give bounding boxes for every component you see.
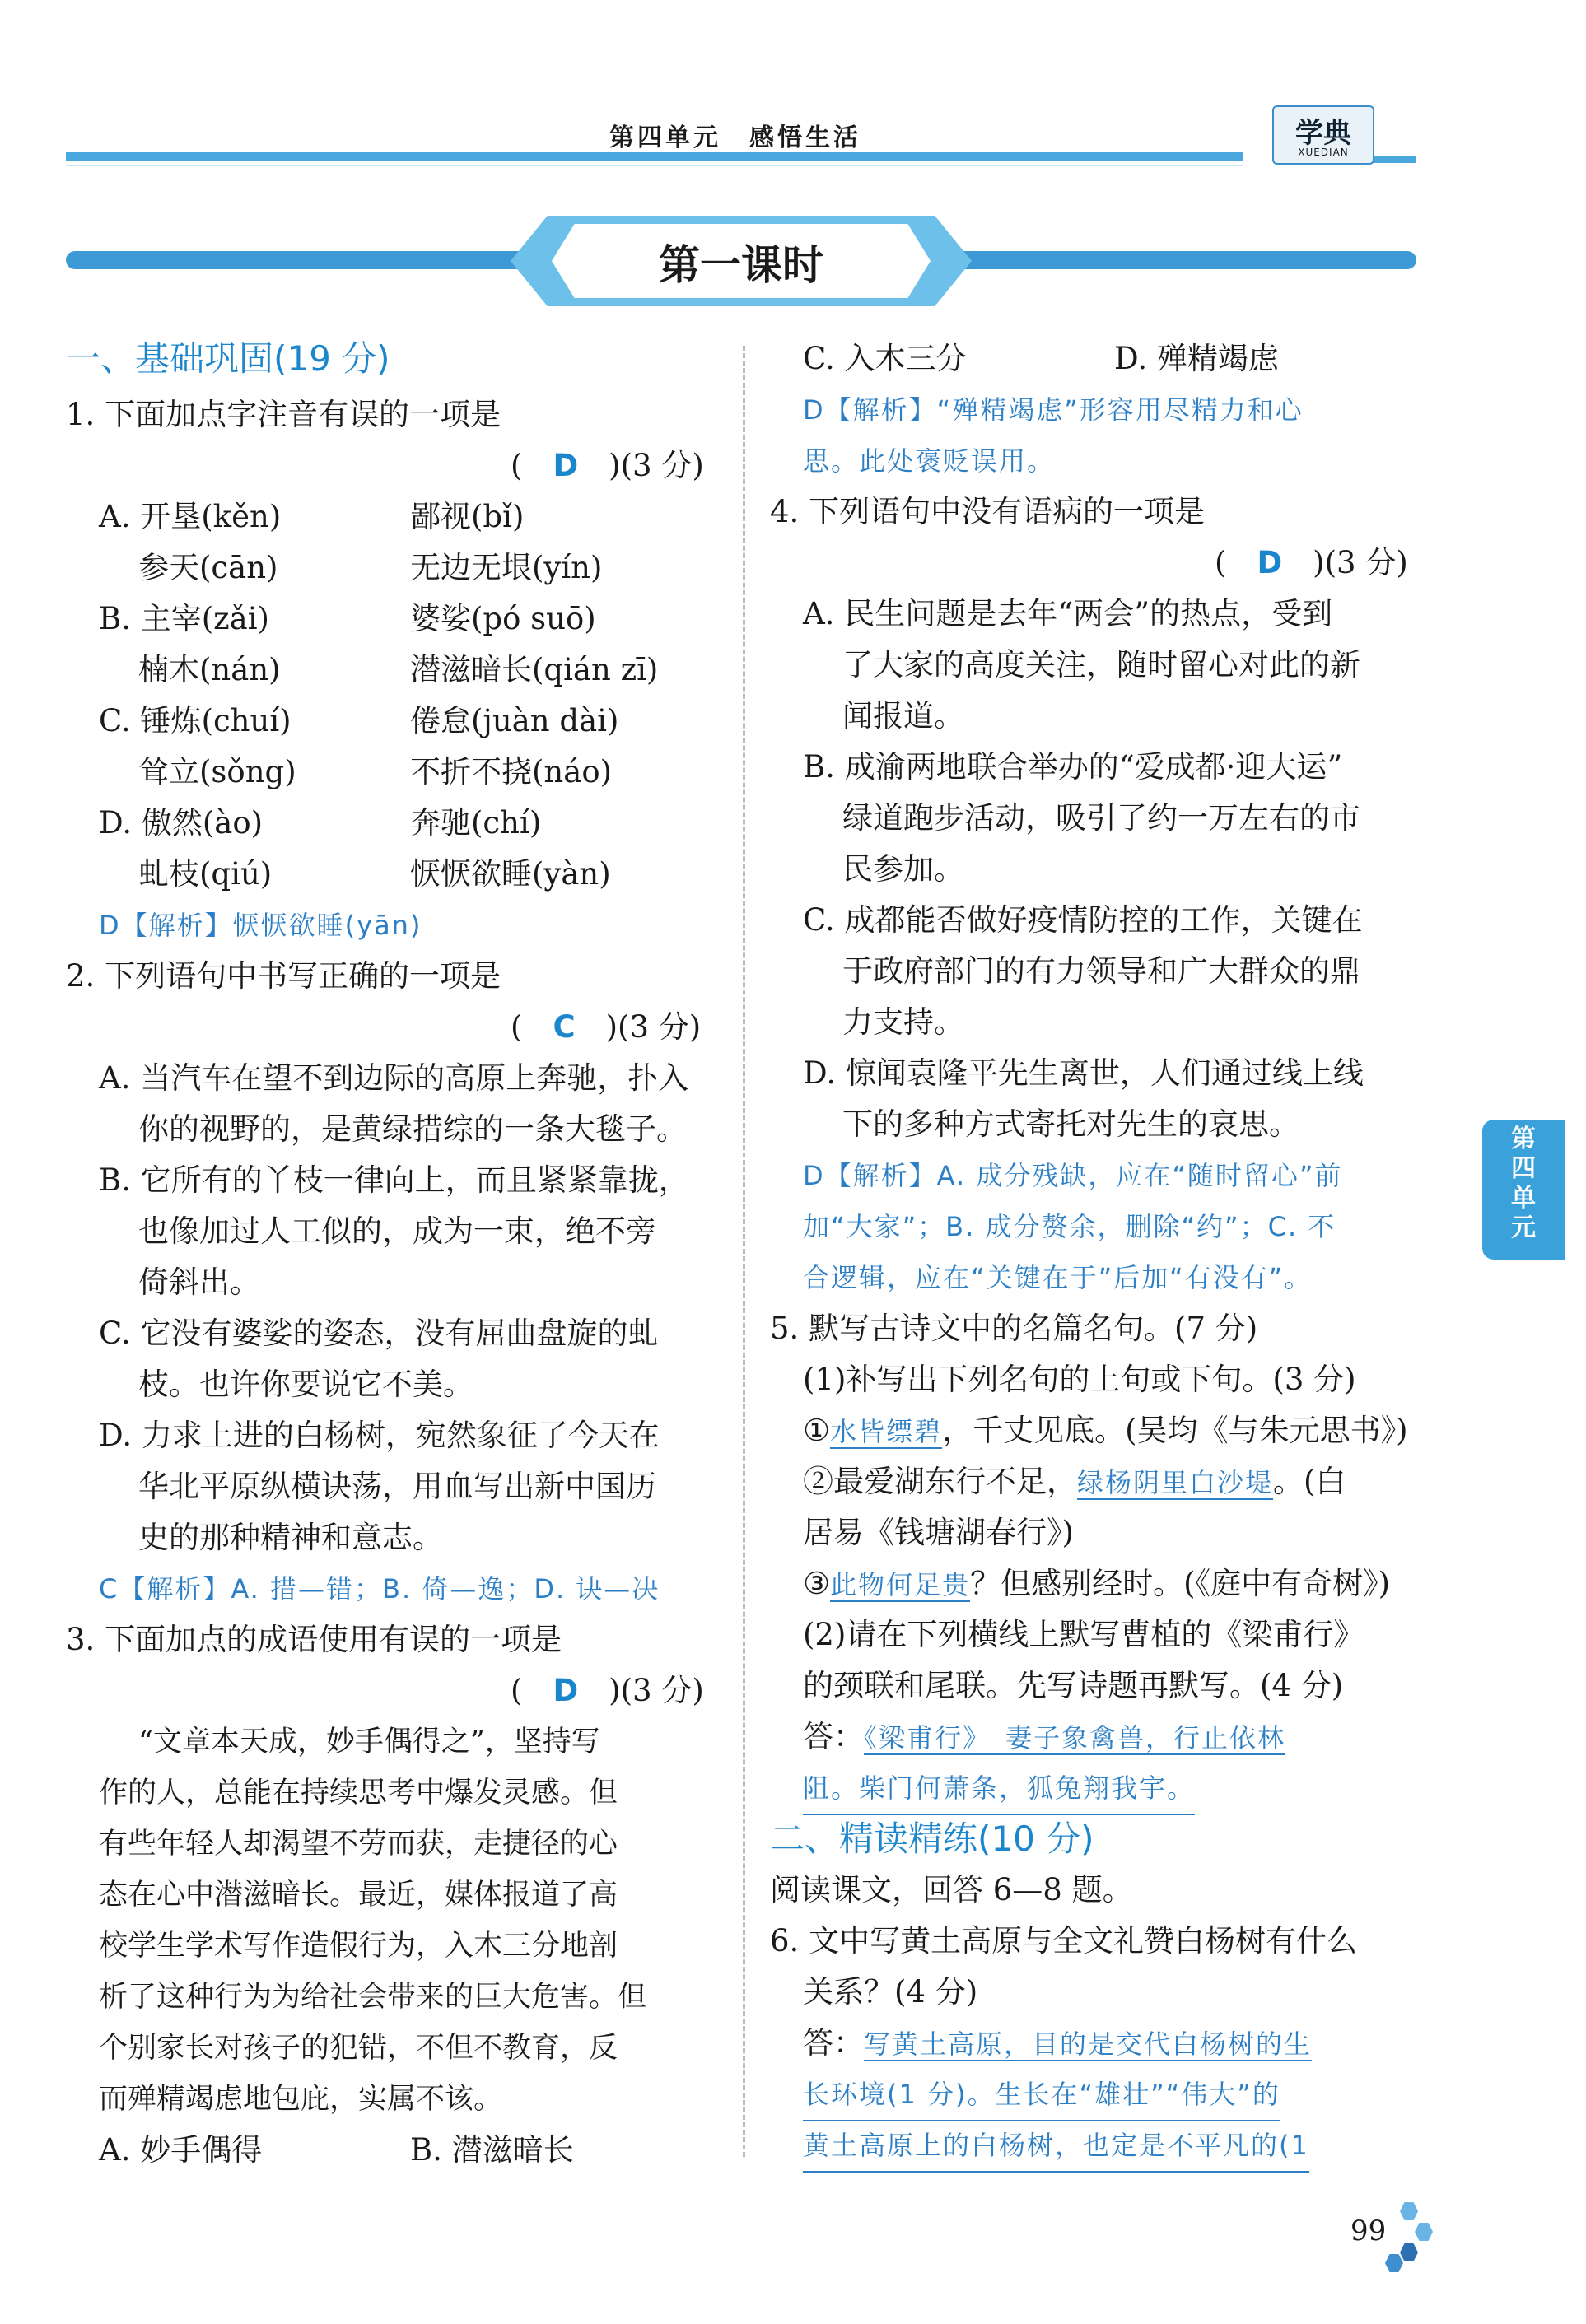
q6-answer: 写黄土高原，目的是交代白杨树的生 — [864, 2028, 1313, 2060]
q2-stem: 2. 下列语句中书写正确的一项是 — [66, 958, 501, 994]
q2-answer-slot: ( C )(3 分) — [511, 1009, 702, 1045]
hexagon-decoration — [1385, 2254, 1403, 2272]
q1-row: 奔驰(chí) — [410, 805, 542, 841]
q2-line: 你的视野的，是黄绿措综的一条大毯子。 — [138, 1111, 687, 1147]
q3-passage-line: 个别家长对孩子的犯错，不但不教育，反 — [99, 2032, 618, 2065]
q4-answer-slot: ( D )(3 分) — [1215, 545, 1408, 580]
q5-answer-3: 此物何足贵 — [830, 1569, 971, 1600]
q1-answer: D — [553, 448, 579, 483]
q5-answer-1: 水皆缥碧 — [830, 1416, 943, 1447]
q1-row: 楠木(nán) — [138, 652, 281, 687]
q1-row: 婆娑(pó suō) — [410, 601, 596, 636]
hexagon-decoration — [1400, 2202, 1418, 2220]
q4-line: 了大家的高度关注，随时留心对此的新 — [842, 647, 1360, 682]
q4-line: A. 民生问题是去年“两会”的热点，受到 — [803, 596, 1333, 631]
q1-row: C. 锤炼(chuí) — [99, 703, 292, 738]
q4-stem: 4. 下列语句中没有语病的一项是 — [770, 494, 1206, 529]
q3-option-b: B. 潜滋暗长 — [410, 2132, 574, 2168]
q1-row: 潜滋暗长(qián zī) — [410, 652, 659, 687]
q1-analysis: D【解析】恹恹欲睡(yān) — [99, 910, 422, 941]
q2-line: D. 力求上进的白杨树，宛然象征了今天在 — [99, 1418, 660, 1453]
q1-row: 鄙视(bǐ) — [410, 499, 525, 534]
q2-answer: C — [553, 1009, 576, 1045]
hexagon-decoration — [1415, 2223, 1433, 2241]
q6-answer-line: 答：写黄土高原，目的是交代白杨树的生 — [803, 2025, 1313, 2061]
q4-answer: D — [1257, 545, 1283, 580]
q4-analysis: D【解析】A. 成分残缺，应在“随时留心”前 — [803, 1160, 1343, 1191]
q1-row: 虬枝(qiú) — [138, 856, 273, 892]
q2-line: 史的那种精神和意志。 — [138, 1520, 443, 1555]
q3-analysis: D【解析】“殚精竭虑”形容用尽精力和心 — [803, 394, 1304, 426]
q3-passage-line: 析了这种行为为给社会带来的巨大危害。但 — [99, 1981, 647, 2014]
q6-answer: 黄土高原上的白杨树，也定是不平凡的(1 — [803, 2120, 1309, 2173]
q2-line: 也像加过人工似的，成为一束，绝不旁 — [138, 1213, 656, 1249]
q2-line: A. 当汽车在望不到边际的高原上奔驰，扑入 — [99, 1060, 689, 1096]
q1-answer-slot: ( D )(3 分) — [511, 448, 704, 483]
q5-answer-4: 《梁甫行》 妻子象禽兽，行止依林 — [864, 1722, 1286, 1753]
q1-row: 参天(cān) — [138, 550, 278, 585]
q5-stem: 5. 默写古诗文中的名篇名句。(7 分) — [770, 1311, 1258, 1346]
hexagon-decoration — [1400, 2243, 1418, 2261]
brand-logo — [1272, 105, 1374, 165]
header-rule — [66, 152, 1243, 161]
q1-row: D. 傲然(ào) — [99, 805, 264, 841]
section-1-heading: 一、基础巩固(19 分) — [66, 338, 390, 379]
q1-stem: 1. 下面加点字注音有误的一项是 — [66, 397, 501, 432]
q1-row: B. 主宰(zǎi) — [99, 601, 269, 636]
q3-passage-line: 而殚精竭虑地包庇，实属不该。 — [99, 2083, 503, 2116]
q4-analysis: 加“大家”；B. 成分赘余，删除“约”；C. 不 — [803, 1211, 1336, 1242]
q3-answer-slot: ( D )(3 分) — [511, 1673, 704, 1708]
q3-option-c: C. 入木三分 — [803, 341, 967, 376]
q1-row: 倦怠(juàn dài) — [410, 703, 619, 738]
unit-side-tab-label: 第 四 单 元 — [1511, 1125, 1536, 1242]
q2-line: B. 它所有的丫枝一律向上，而且紧紧靠拢， — [99, 1162, 689, 1198]
header-rule-thin — [66, 165, 1243, 166]
q1-row: 无边无垠(yín) — [410, 550, 603, 585]
q3-analysis: 思。此处褒贬误用。 — [803, 445, 1056, 477]
q5-answer-4b: 阻。柴门何萧条，狐兔翔我宇。 — [803, 1763, 1195, 1815]
q2-line: C. 它没有婆娑的姿态，没有屈曲盘旋的虬 — [99, 1316, 659, 1351]
q5-line-3: ③此物何足贵？但感别经时。(《庭中有奇树》) — [803, 1566, 1391, 1601]
q6-stem: 6. 文中写黄土高原与全文礼赞白杨树有什么 — [770, 1923, 1358, 1958]
q6-stem: 关系？(4 分) — [803, 1974, 978, 2010]
section-2-heading: 二、精读精练(10 分) — [770, 1819, 1094, 1859]
q4-line: 绿道跑步活动，吸引了约一万左右的市 — [842, 800, 1360, 836]
q2-line: 华北平原纵横诀荡，用血写出新中国历 — [138, 1469, 656, 1504]
q4-line: D. 惊闻袁隆平先生离世，人们通过线上线 — [803, 1055, 1364, 1091]
q4-line: 力支持。 — [842, 1004, 964, 1040]
reading-instruction: 阅读课文，回答 6—8 题。 — [770, 1872, 1133, 1907]
q5-sub2: (2)请在下列横线上默写曹植的《梁甫行》 — [803, 1617, 1364, 1652]
q4-line: 闻报道。 — [842, 698, 964, 734]
column-divider — [743, 346, 745, 2157]
q6-answer: 长环境(1 分)。生长在“雄壮”“伟大”的 — [803, 2069, 1280, 2121]
lesson-title: 第一课时 — [659, 241, 823, 289]
q3-passage-line: 有些年轻人却渴望不劳而获，走捷径的心 — [99, 1828, 618, 1861]
q5-answer-2: 绿杨阴里白沙堤 — [1077, 1467, 1274, 1498]
q5-answer-line: 答：《梁甫行》 妻子象禽兽，行止依林 — [803, 1719, 1286, 1754]
q5-line-2: ②最爱湖东行不足，绿杨阴里白沙堤。(白 — [803, 1464, 1346, 1499]
q4-line: B. 成渝两地联合举办的“爱成都·迎大运” — [803, 749, 1343, 785]
q4-line: 于政府部门的有力领导和广大群众的鼎 — [842, 953, 1360, 989]
logo-en: XUEDIAN — [1298, 147, 1349, 158]
q3-passage-line: 校学生学术写作造假行为，入木三分地剖 — [99, 1930, 618, 1963]
q1-row: A. 开垦(kěn) — [99, 499, 282, 534]
logo-cn: 学典 — [1295, 117, 1351, 150]
q3-passage-line: 态在心中潜滋暗长。最近，媒体报道了高 — [99, 1879, 618, 1912]
q5-line-1: ①水皆缥碧，千丈见底。(吴均《与朱元思书》) — [803, 1413, 1408, 1448]
q5-sub1: (1)补写出下列名句的上句或下句。(3 分) — [803, 1362, 1356, 1397]
q3-passage-line: “文章本天成，妙手偶得之”，坚持写 — [138, 1726, 600, 1758]
q2-line: 枝。也许你要说它不美。 — [138, 1367, 473, 1402]
q4-line: C. 成都能否做好疫情防控的工作，关键在 — [803, 902, 1363, 938]
q3-option-a: A. 妙手偶得 — [99, 2132, 263, 2168]
q3-option-d: D. 殚精竭虑 — [1114, 341, 1279, 376]
q4-line: 民参加。 — [842, 851, 964, 887]
q5-line-2b: 居易《钱塘湖春行》) — [803, 1515, 1074, 1550]
q1-row: 耸立(sǒng) — [138, 754, 296, 789]
unit-heading: 第四单元 感悟生活 — [609, 123, 861, 152]
q3-stem: 3. 下面加点的成语使用有误的一项是 — [66, 1622, 562, 1657]
page-number: 99 — [1350, 2215, 1387, 2247]
q2-line: 倚斜出。 — [138, 1264, 260, 1300]
q1-row: 恹恹欲睡(yàn) — [410, 856, 611, 892]
q3-passage-line: 作的人，总能在持续思考中爆发灵感。但 — [99, 1777, 618, 1809]
q1-row: 不折不挠(náo) — [410, 754, 613, 789]
q2-analysis: C【解析】A. 措—错；B. 倚—逸；D. 诀—决 — [99, 1573, 660, 1604]
q3-answer: D — [553, 1673, 579, 1708]
q4-analysis: 合逻辑，应在“关键在于”后加“有没有”。 — [803, 1262, 1313, 1293]
q5-sub2: 的颈联和尾联。先写诗题再默写。(4 分) — [803, 1668, 1344, 1703]
q4-line: 下的多种方式寄托对先生的哀思。 — [842, 1106, 1299, 1142]
